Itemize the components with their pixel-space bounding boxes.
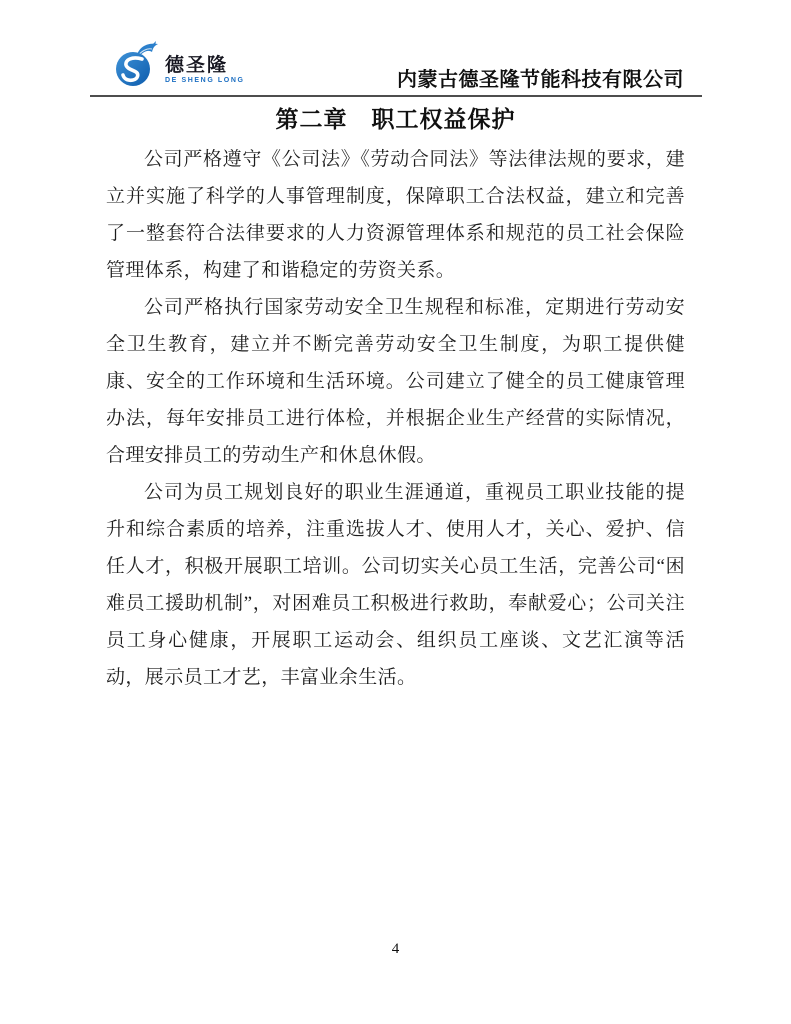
chapter-title: 第二章 职工权益保护 [275,107,516,132]
header-divider [90,95,702,97]
paragraph: 公司严格遵守《公司法》《劳动合同法》等法律法规的要求，建立并实施了科学的人事管理制度，保障职工合法权益，建立和完善了一整套符合法律要求的人力资源管理体系和规范的员工社会保险管理体系，构建了和谐稳定的劳资关系。 [106,149,685,281]
paragraph: 公司严格执行国家劳动安全卫生规程和标准，定期进行劳动安全卫生教育，建立并不断完善劳动安全卫生制度，为职工提供健康、安全的工作环境和生活环境。公司建立了健全的员工健康管理办法，每年安排员工进行体检，并根据企业生产经营的实际情况，合理安排员工的劳动生产和休息休假。 [106,297,685,466]
document-body [106,141,685,696]
company-logo [114,38,245,90]
page-number: 4 [391,941,400,957]
logo-en-text: DE SHENG LONG [165,77,245,84]
paragraph: 公司为员工规划良好的职业生涯通道，重视员工职业技能的提升和综合素质的培养，注重选拔人才、使用人才，关心、爱护、信任人才，积极开展职工培训。公司切实关心员工生活，完善公司“困难员工援助机制”，对困难员工积极进行救助，奉献爱心；公司关注员工身心健康，开展职工运动会、组织员工座谈、文艺汇演等活动，展示员工才艺，丰富业余生活。 [106,482,685,688]
dragon-logo-icon [114,38,162,90]
company-name: 内蒙古德圣隆节能科技有限公司 [397,69,684,91]
logo-text [165,56,245,84]
logo-cn-text: 德圣隆 [165,55,229,76]
